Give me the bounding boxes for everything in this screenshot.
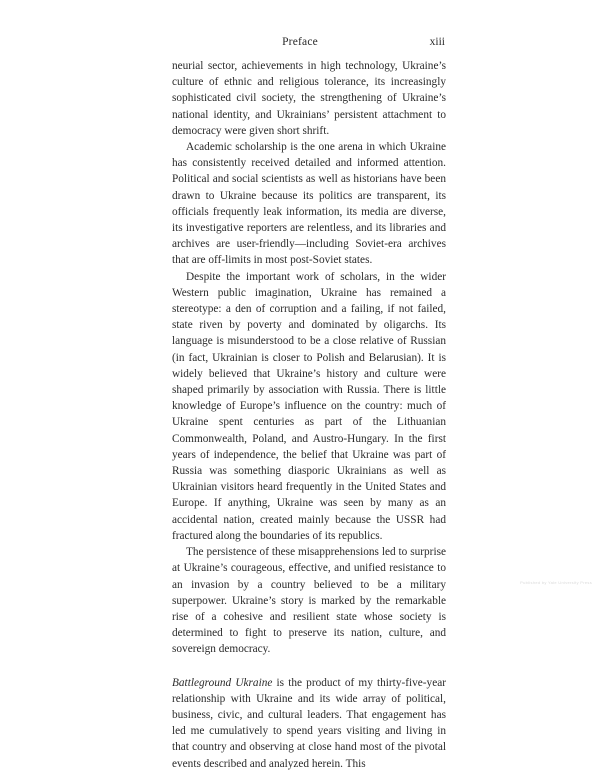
body-text [172,58,446,772]
imprint-line: Published by Yale University Press [520,580,592,585]
paragraph-book-origin [172,675,446,772]
paragraph-stereotype: Despite the important work of scholars, in the wider Western public imagination, Ukraine has remained a stereotype: a den of corruption and a failing, if not failed, state riven by poverty and dominated by oligarchs. Its language is misunderstood to be a close relative of Russian (in fact, Ukrainian is closer to Polish and Belarusian). It is widely believed that Ukraine’s history and culture were shaped primarily by association with Russia. There is little knowledge of Europe’s influence on the country: much of Ukraine spent centuries as part of the Lithuanian Commonwealth, Poland, and Austro-Hungary. In the first years of independence, the belief that Ukraine was part of Russia was something diasporic Ukrainians as well as Ukrainian visitors heard frequently in the United States and Europe. If anything, Ukraine was seen by many as an accidental nation, created mainly because the USSR had fractured along the boundaries of its republics. [172,270,446,542]
book-title: Battleground Ukraine [172,676,273,689]
page-number: xiii [429,36,445,48]
running-head [0,33,600,51]
paragraph-misapprehensions: The persistence of these misapprehensions led to surprise at Ukraine’s courageous, effective, and unified resistance to an invasion by a country believed to be a military superpower. Ukraine’s story is marked by the remarkable rise of a cohesive and resilient state whose society is determined to fight to preserve its nation, culture, and sovereign democracy. [172,546,446,656]
paragraph-scholarship: Academic scholarship is the one arena in which Ukraine has consistently received detailed and informed attention. Political and social scientists as well as historians have been drawn to Ukraine because its politics are transparent, its officials frequently leak information, its media are diverse, its investigative reporters are relentless, and its libraries and archives are user-friendly—including Soviet-era archives that are off-limits in most post-Soviet states. [172,141,446,267]
paragraph-continued: neurial sector, achievements in high technology, Ukraine’s culture of ethnic and religious tolerance, its increasingly sophisticated civil society, the strengthening of Ukraine’s national identity, and Ukrainians’ persistent attachment to democracy were given short shrift. [172,60,446,137]
paragraph-book-origin-text: is the product of my thirty-five-year relationship with Ukraine and its wide array of political, business, civic, and cultural leaders. That engagement has led me cumulatively to spend years visiting and living in that country and observing at close hand most of the pivotal events described and analyzed herein. This [172,676,446,770]
running-title: Preface [282,36,318,48]
